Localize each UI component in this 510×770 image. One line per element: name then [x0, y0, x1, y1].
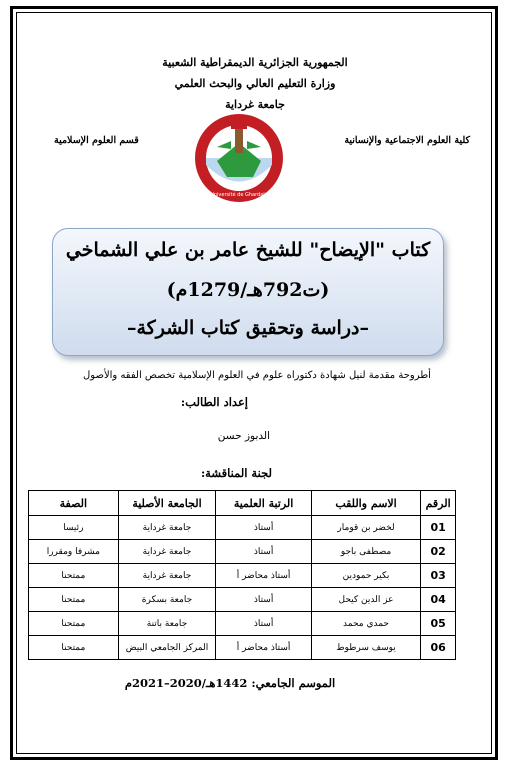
row-num: 04 — [421, 588, 456, 612]
row-role: ممتحنا — [29, 636, 119, 660]
header-num: الرقم — [421, 491, 456, 516]
row-name: يوسف سرطوط — [311, 636, 420, 660]
row-rank: أستاذ — [216, 516, 312, 540]
header-name: الاسم واللقب — [311, 491, 420, 516]
row-rank: أستاذ — [216, 612, 312, 636]
header-rank: الرتبة العلمية — [216, 491, 312, 516]
thesis-title-box — [52, 228, 444, 356]
university-logo — [191, 103, 287, 213]
thesis-title-line3: –دراسة وتحقيق كتاب الشركة– — [127, 317, 369, 339]
academic-season: الموسم الجامعي: 1442هـ/2020–2021م — [124, 676, 336, 690]
row-num: 05 — [421, 612, 456, 636]
logo-caption: Université de Ghardaïa — [210, 192, 268, 198]
row-university: جامعة غرداية — [118, 540, 216, 564]
thesis-title-line1: كتاب "الإيضاح" للشيخ عامر بن علي الشماخي — [65, 239, 431, 261]
row-university: المركز الجامعي البيض — [118, 636, 216, 660]
row-name: بكير حمودين — [311, 564, 420, 588]
header-role: الصفة — [29, 491, 119, 516]
thesis-title-line2: (ت792هـ/1279م) — [166, 279, 330, 301]
table-row — [29, 564, 456, 588]
thesis-subtitle: أطروحة مقدمة لنيل شهادة دكتوراه علوم في العلوم الإسلامية تخصص الفقه والأصول — [83, 370, 431, 381]
row-role: مشرفا ومقررا — [29, 540, 119, 564]
row-rank: أستاذ محاضر أ — [216, 564, 312, 588]
row-university: جامعة باتنة — [118, 612, 216, 636]
row-university: جامعة بسكرة — [118, 588, 216, 612]
table-row — [29, 636, 456, 660]
faculty-name: كلية العلوم الاجتماعية والإنسانية — [344, 135, 470, 146]
row-role: ممتحنا — [29, 612, 119, 636]
committee-label: لجنة المناقشة: — [200, 466, 272, 480]
row-rank: أستاذ — [216, 540, 312, 564]
table-row — [29, 516, 456, 540]
committee-header-row — [29, 491, 456, 516]
student-name: الدبوز حسن — [217, 430, 270, 442]
republic-name: الجمهورية الجزائرية الديمقراطية الشعبية — [162, 56, 348, 69]
row-name: لخضر بن قومار — [311, 516, 420, 540]
student-label: إعداد الطالب: — [180, 395, 248, 409]
row-name: حمدي محمد — [311, 612, 420, 636]
table-row — [29, 588, 456, 612]
row-role: رئيسا — [29, 516, 119, 540]
row-num: 01 — [421, 516, 456, 540]
row-rank: أستاذ محاضر أ — [216, 636, 312, 660]
row-university: جامعة غرداية — [118, 564, 216, 588]
ministry-name: وزارة التعليم العالي والبحث العلمي — [174, 77, 336, 90]
university-name: جامعة غرداية — [225, 98, 285, 111]
row-university: جامعة غرداية — [118, 516, 216, 540]
department-name: قسم العلوم الإسلامية — [54, 135, 139, 146]
table-row — [29, 612, 456, 636]
header-university: الجامعة الأصلية — [118, 491, 216, 516]
row-num: 02 — [421, 540, 456, 564]
row-name: عز الدين كيحل — [311, 588, 420, 612]
row-role: ممتحنا — [29, 564, 119, 588]
row-name: مصطفى باجو — [311, 540, 420, 564]
committee-table — [28, 490, 456, 660]
row-num: 06 — [421, 636, 456, 660]
table-row — [29, 540, 456, 564]
row-rank: أستاذ — [216, 588, 312, 612]
row-role: ممتحنا — [29, 588, 119, 612]
row-num: 03 — [421, 564, 456, 588]
